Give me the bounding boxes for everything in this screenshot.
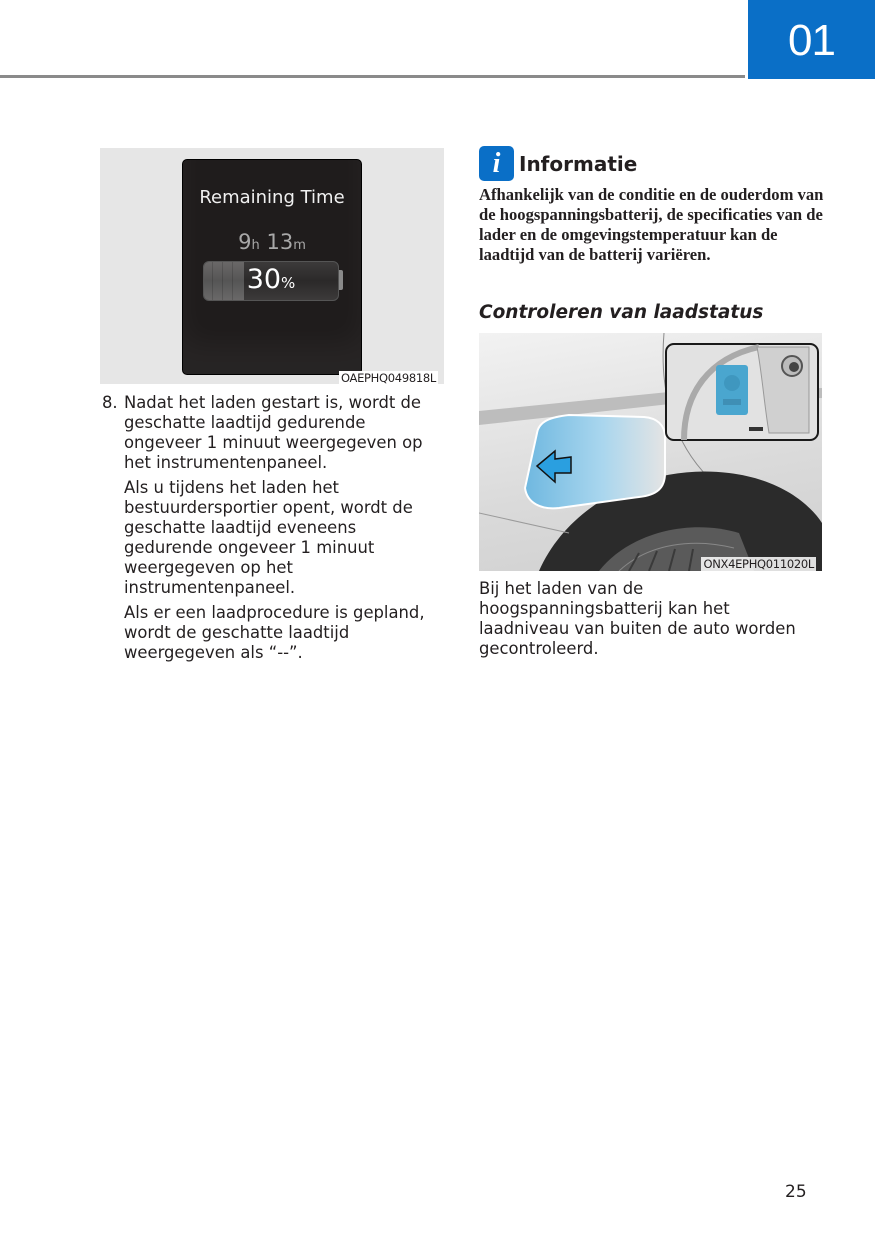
time-hours-unit: h [251, 238, 260, 253]
cluster-figure [100, 148, 444, 384]
chapter-number: 01 [788, 15, 835, 65]
step-paragraph: Als u tijdens het laden het bestuurdersportier opent, wordt de geschatte laadtijd eveneens gedurende ongeveer 1 minuut weergegeven op het instrumentenpaneel. [124, 478, 413, 597]
instrument-cluster-display [182, 159, 362, 375]
cluster-title: Remaining Time [199, 187, 345, 208]
info-text: Afhankelijk van de conditie en de ouderdom van de hoogspanningsbatterij, de specificaties van de lader en de omgevingstemperatuur kan de laadtijd van de batterij variëren. [479, 185, 824, 264]
section-title: Controleren van laadstatus [479, 302, 764, 323]
step-number: 8. [102, 393, 118, 412]
info-icon: i [479, 146, 514, 181]
chapter-tab [748, 0, 875, 79]
battery-gauge [203, 261, 339, 301]
time-minutes-unit: m [293, 238, 306, 253]
battery-percent-unit: % [281, 274, 296, 292]
figure-code: ONX4EPHQ011020L [703, 557, 814, 571]
figure-code: OAEPHQ049818L [340, 371, 436, 385]
info-title: Informatie [519, 151, 638, 176]
page-number: 25 [785, 1182, 807, 1202]
step-body [124, 393, 445, 663]
charge-door-figure [479, 333, 822, 571]
step-list [100, 393, 445, 668]
header-rule [0, 75, 745, 78]
battery-terminal-icon [339, 270, 343, 290]
battery-percent [204, 264, 338, 295]
step-paragraph: Nadat het laden gestart is, wordt de geschatte laadtijd gedurende ongeveer 1 minuut weergegeven op het instrumentenpaneel. [124, 393, 423, 472]
step-paragraph: Als er een laadprocedure is gepland, wordt de geschatte laadtijd weergegeven als “--”. [124, 603, 425, 662]
battery-percent-value: 30 [246, 264, 282, 295]
car-side-illustration [479, 333, 822, 571]
time-hours: 9 [238, 230, 252, 254]
remaining-time [183, 230, 361, 254]
info-heading [479, 146, 637, 181]
body-text: Bij het laden van de hoogspanningsbatterij kan het laadniveau van buiten de auto worden gecontroleerd. [479, 579, 796, 658]
time-minutes: 13 [266, 230, 294, 254]
